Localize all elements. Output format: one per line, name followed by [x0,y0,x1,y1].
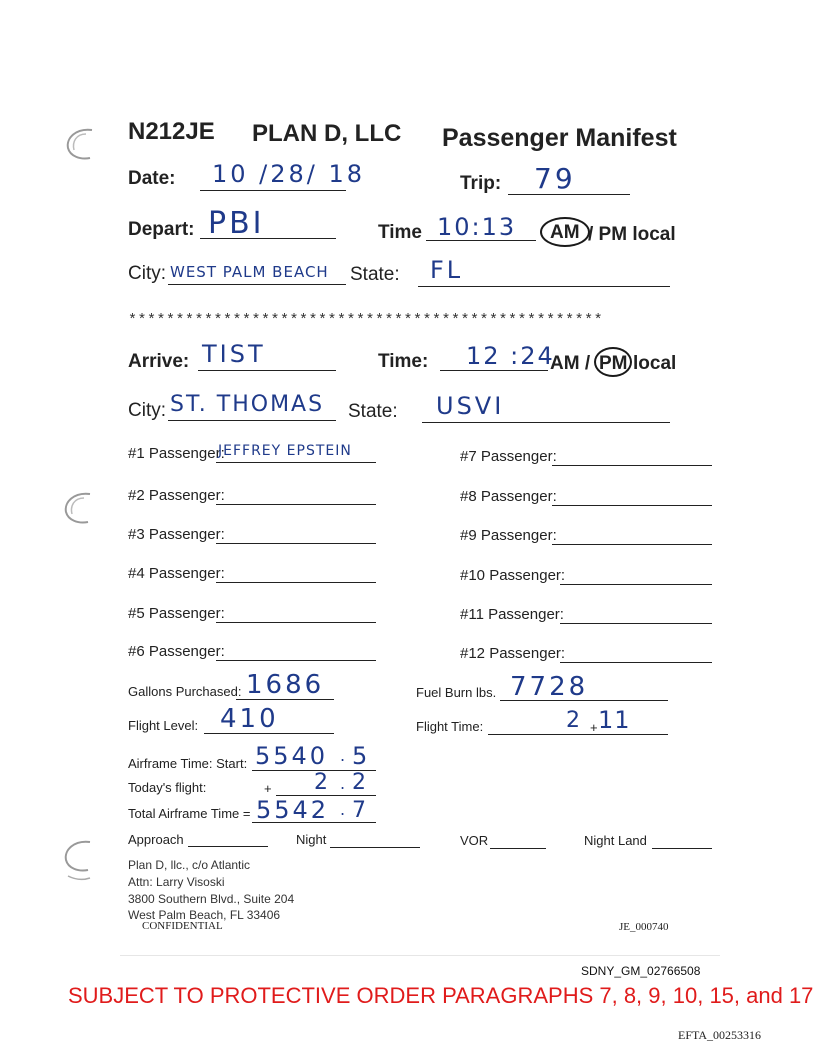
je-bates-number: JE_000740 [619,921,669,933]
arrive-time-value: 12 :24 [466,342,555,370]
form-title: Passenger Manifest [442,124,677,152]
depart-city-value: WEST PALM BEACH [170,263,329,281]
todays-flight-dot: . [340,774,349,793]
approach-label: Approach [128,832,184,847]
arrive-state-value: USVI [436,392,505,420]
passenger-1-line [216,462,376,463]
todays-flight-label: Today's flight: [128,780,207,795]
arrive-city-line [168,420,336,421]
tail-number: N212JE [128,118,215,145]
arrive-am-label: AM / [550,353,591,374]
airframe-start-label: Airframe Time: Start: [128,756,248,771]
airframe-start-decimal: 5 [352,742,371,770]
passenger-12-line [560,662,712,663]
arrive-value: TIST [202,340,266,368]
scan-edge [120,955,720,956]
passenger-10-label: #10 Passenger: [460,567,566,584]
binder-hole-mark [58,124,98,164]
depart-time-value: 10:13 [437,213,517,241]
passenger-3-label: #3 Passenger: [128,526,225,543]
gallons-label: Gallons Purchased: [128,684,242,699]
passenger-7-line [552,465,712,466]
total-airframe-dot: . [340,800,349,819]
total-airframe-line [252,822,376,823]
night-land-label: Night Land [584,833,647,848]
arrive-time-label: Time: [378,351,429,372]
address-line-4: West Palm Beach, FL 33406 [128,908,281,922]
passenger-1-label: #1 Passenger: [128,445,225,462]
depart-city-line [168,284,346,285]
binder-hole-mark [56,836,96,884]
vor-line [490,848,546,849]
date-line [200,190,346,191]
confidential-stamp: CONFIDENTIAL [142,920,223,932]
passenger-1-value: JEFFREY EPSTEIN [218,443,352,459]
separator-stars: ************************************************** [128,312,604,329]
state-label: State: [350,264,400,285]
arrive-time-line [440,370,548,371]
address-line-3: 3800 Southern Blvd., Suite 204 [128,892,295,906]
fuel-burn-value: 7728 [510,672,589,702]
arrive-pm-label: PM [599,353,628,374]
arrive-line [198,370,336,371]
pm-local-label: / PM local [588,224,676,245]
address-line-2: Attn: Larry Visoski [128,875,225,889]
depart-time-line [426,240,536,241]
city-label: City: [128,263,166,284]
passenger-2-label: #2 Passenger: [128,487,225,504]
binder-hole-mark [56,488,96,528]
flight-time-hours: 2 [566,708,583,733]
arrive-label: Arrive: [128,351,190,372]
vor-label: VOR [460,833,489,848]
flight-level-line [204,733,334,734]
fuel-burn-line [500,700,668,701]
passenger-6-label: #6 Passenger: [128,643,225,660]
passenger-3-line [216,543,376,544]
depart-value: PBI [208,206,265,241]
passenger-4-label: #4 Passenger: [128,565,225,582]
airframe-start-value: 5540 [255,742,329,770]
flight-time-line [488,734,668,735]
gallons-line [236,699,334,700]
flight-time-label: Flight Time: [416,719,484,734]
time-label: Time [378,222,423,243]
company-name: PLAN D, LLC [252,120,402,147]
flight-time-minutes: 11 [598,706,631,734]
passenger-4-line [216,582,376,583]
passenger-2-line [216,504,376,505]
passenger-9-label: #9 Passenger: [460,527,557,544]
arrive-local-label: local [633,353,677,374]
efta-bates-number: EFTA_00253316 [678,1028,762,1042]
todays-flight-value: 2 [314,770,331,795]
todays-flight-plus: + [264,781,272,796]
passenger-5-label: #5 Passenger: [128,605,225,622]
flight-time-separator: + [590,720,598,735]
passenger-10-line [560,584,712,585]
address-line-1: Plan D, llc., c/o Atlantic [128,858,251,872]
passenger-11-line [560,623,712,624]
flight-level-label: Flight Level: [128,718,199,733]
passenger-7-label: #7 Passenger: [460,448,557,465]
trip-value: 79 [534,162,576,195]
arrive-state-label: State: [348,401,398,422]
passenger-9-line [552,544,712,545]
night-land-line [652,848,712,849]
gallons-value: 1686 [246,670,325,700]
trip-line [508,194,630,195]
passenger-6-line [216,660,376,661]
passenger-12-label: #12 Passenger: [460,645,566,662]
todays-flight-decimal: 2 [352,770,369,795]
fuel-burn-label: Fuel Burn lbs. [416,685,497,700]
depart-label: Depart: [128,219,195,240]
sdny-bates-number: SDNY_GM_02766508 [581,964,701,978]
total-airframe-decimal: 7 [352,798,369,823]
am-label: AM [550,222,580,243]
passenger-8-label: #8 Passenger: [460,488,557,505]
approach-line [188,846,268,847]
passenger-5-line [216,622,376,623]
arrive-city-value: ST. THOMAS [170,392,325,417]
depart-state-line [418,286,670,287]
total-airframe-value: 5542 [256,796,330,824]
night-label: Night [296,832,327,847]
depart-state-value: FL [430,256,464,284]
depart-line [200,238,336,239]
date-value: 10 /28/ 18 [212,160,366,188]
night-line [330,847,420,848]
total-airframe-label: Total Airframe Time = [128,806,251,821]
arrive-city-label: City: [128,400,166,421]
passenger-8-line [552,505,712,506]
passenger-11-label: #11 Passenger: [460,606,564,623]
protective-order-notice: SUBJECT TO PROTECTIVE ORDER PARAGRAPHS 7, 8, 9, 10, 15, and 17 [68,983,814,1008]
trip-label: Trip: [460,173,502,194]
flight-level-value: 410 [220,704,279,734]
date-label: Date: [128,168,176,189]
airframe-start-dot: . [340,746,349,765]
arrive-state-line [422,422,670,423]
